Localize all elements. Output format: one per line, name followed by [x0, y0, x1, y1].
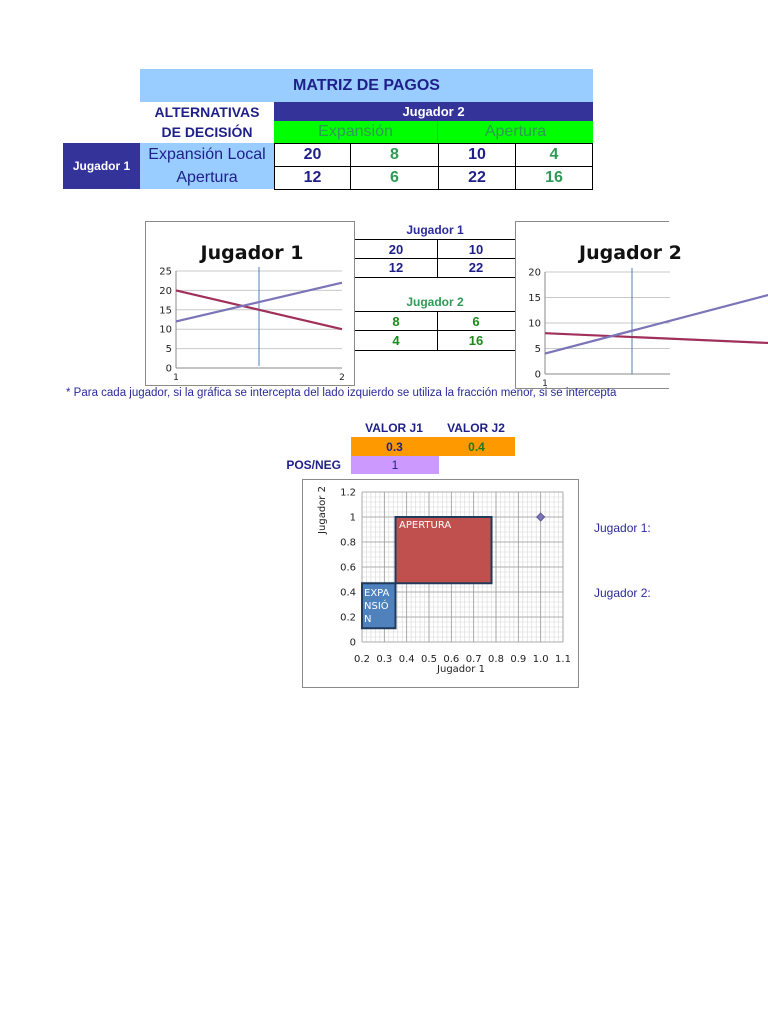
x-tick-label: 0.6	[443, 654, 460, 665]
chart-title: Jugador 1	[200, 242, 304, 264]
side-label-jugador-1: Jugador 1:	[594, 521, 651, 535]
x-tick-label: 0.2	[354, 654, 370, 665]
y-tick-label: 0.2	[340, 612, 356, 624]
x-tick-label: 0.9	[510, 654, 527, 665]
player1-label: Jugador 1	[63, 143, 140, 189]
y-tick-label: 5	[534, 344, 541, 355]
region-label-expansion: NSIÓ	[364, 601, 389, 612]
payoff-cell: 16	[515, 166, 593, 190]
alternatives-label-1: ALTERNATIVAS	[154, 103, 260, 120]
x-tick-label: 0.5	[421, 654, 437, 665]
payoff-cell: 6	[350, 166, 439, 190]
x-tick-label: 1.0	[532, 654, 549, 665]
chart-jugador-1-svg	[146, 222, 356, 387]
payoff-cell: 4	[515, 143, 593, 167]
x-tick-label: 0.8	[488, 654, 504, 665]
valor-j1-value: 0.3	[351, 437, 438, 456]
y-tick-label: 25	[159, 266, 172, 278]
y-tick-label: 10	[159, 324, 172, 336]
valor-j1-label: VALOR J1	[365, 420, 423, 435]
y-tick-label: 0.4	[340, 587, 356, 599]
payoff-cell: 20	[274, 143, 351, 167]
y-tick-label: 15	[159, 305, 172, 317]
valor-j2-value: 0.4	[438, 437, 515, 456]
x-tick-label: 2	[339, 373, 345, 383]
y-tick-label: 20	[159, 285, 172, 297]
y-tick-label: 1.2	[340, 487, 356, 499]
column-apertura: Apertura	[438, 121, 593, 143]
x-tick-label: 1	[173, 373, 179, 383]
mini-cell: 16	[437, 330, 515, 351]
x-tick-label: 1.1	[555, 654, 571, 665]
mini-cell: 6	[437, 311, 515, 331]
y-tick-label: 0	[165, 363, 172, 375]
y-tick-label: 0.8	[340, 537, 356, 549]
posneg-label: POS/NEG	[286, 457, 341, 472]
region-label-expansion: N	[364, 614, 372, 625]
region-label-expansion: EXPA	[364, 588, 390, 599]
x-tick-label: 0.3	[376, 654, 393, 665]
y-tick-label: 0	[349, 637, 356, 649]
row-expansion-local: Expansión Local	[140, 143, 274, 166]
instruction-note: * Para cada jugador, si la gráfica se intercepta del lado izquierdo se utiliza la fracción menor, si se intercepta	[66, 387, 617, 399]
region-chart[interactable]	[302, 479, 579, 688]
solution-point	[537, 513, 545, 521]
x-tick-label: 0.7	[465, 654, 482, 665]
chart-jugador-2[interactable]	[515, 221, 682, 389]
region-chart-svg	[303, 480, 580, 689]
alternatives-label-2: DE DECISIÓN	[161, 124, 253, 140]
x-tick-label: 1	[542, 379, 548, 389]
mini-cell: 22	[437, 258, 515, 278]
mini-cell: 4	[355, 330, 438, 351]
payoff-cell: 22	[438, 166, 516, 190]
chart-jugador-1[interactable]	[145, 221, 355, 386]
chart-jugador-2-svg	[516, 222, 682, 390]
payoff-cell: 8	[350, 143, 439, 167]
mini-cell: 10	[437, 239, 515, 259]
y-tick-label: 0.6	[340, 562, 356, 574]
mini-table-j1-title: Jugador 1	[406, 223, 464, 237]
payoff-cell: 10	[438, 143, 516, 167]
posneg-value: 1	[351, 456, 439, 474]
player2-header: Jugador 2	[274, 102, 593, 121]
y-tick-label: 10	[528, 318, 541, 330]
y-tick-label: 0	[534, 369, 541, 381]
y-tick-label: 15	[528, 293, 541, 304]
y-axis-label: Jugador 2	[317, 486, 328, 534]
mini-cell: 20	[355, 239, 438, 259]
mini-table-j2-title: Jugador 2	[406, 295, 464, 309]
y-tick-label: 20	[528, 267, 541, 279]
chart-title: Jugador 2	[579, 242, 682, 264]
y-tick-label: 1	[349, 512, 356, 524]
x-axis-label: Jugador 1	[437, 664, 485, 675]
column-expansion: Expansión	[274, 121, 438, 143]
row-apertura: Apertura	[140, 166, 274, 189]
region-label-apertura: APERTURA	[399, 520, 452, 531]
y-tick-label: 5	[165, 344, 172, 356]
side-label-jugador-2: Jugador 2:	[594, 586, 651, 600]
mini-cell: 8	[355, 311, 438, 331]
series-line	[545, 333, 768, 343]
mini-cell: 12	[355, 258, 438, 278]
matrix-title: MATRIZ DE PAGOS	[140, 69, 593, 102]
valor-j2-label: VALOR J2	[447, 420, 505, 435]
payoff-cell: 12	[274, 166, 351, 190]
x-tick-label: 0.4	[398, 654, 415, 665]
